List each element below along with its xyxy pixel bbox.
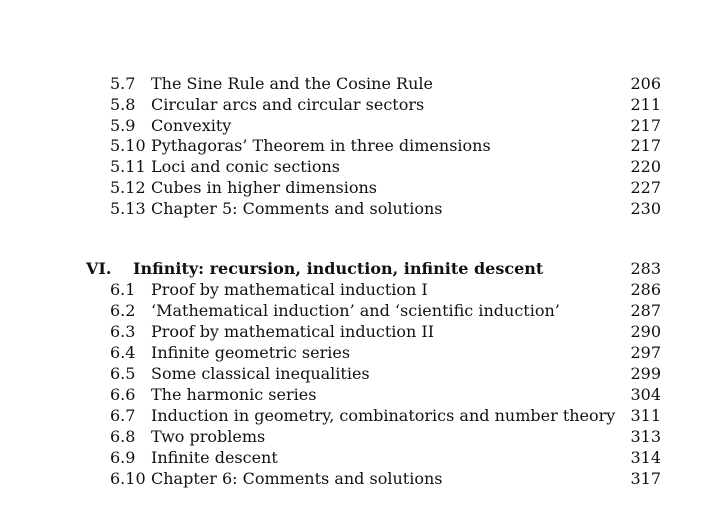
entry-number: 5.13 (110, 199, 146, 218)
toc-entry-5-9 (0, 115, 709, 136)
entry-page: 217 (630, 136, 661, 155)
entry-title: Chapter 5: Comments and solutions (151, 199, 443, 218)
chapter-number: VI. (86, 259, 112, 278)
entry-number: 6.1 (110, 280, 136, 299)
entry-title: Some classical inequalities (151, 364, 370, 383)
entry-page: 206 (630, 74, 661, 93)
entry-page: 290 (630, 322, 661, 341)
toc-entry-6-5 (0, 363, 709, 384)
toc-entry-6-2 (0, 300, 709, 321)
toc-entry-5-11 (0, 156, 709, 177)
toc-entry-6-7 (0, 405, 709, 426)
entry-number: 6.3 (110, 322, 136, 341)
entry-page: 311 (630, 406, 661, 425)
entry-page: 211 (630, 95, 661, 114)
entry-number: 5.7 (110, 74, 136, 93)
entry-title: Pythagoras’ Theorem in three dimensions (151, 136, 491, 155)
entry-page: 217 (630, 116, 661, 135)
toc-entry-6-3 (0, 321, 709, 342)
toc-entry-6-4 (0, 342, 709, 363)
entry-page: 314 (630, 448, 661, 467)
entry-number: 6.7 (110, 406, 136, 425)
entry-number: 5.10 (110, 136, 146, 155)
entry-number: 6.6 (110, 385, 136, 404)
entry-page: 297 (630, 343, 661, 362)
entry-number: 5.9 (110, 116, 136, 135)
entry-page: 317 (630, 469, 661, 488)
toc-entry-6-10 (0, 468, 709, 489)
entry-number: 6.8 (110, 427, 136, 446)
entry-number: 6.5 (110, 364, 136, 383)
entry-title: Chapter 6: Comments and solutions (151, 469, 443, 488)
entry-page: 227 (630, 178, 661, 197)
entry-page: 230 (630, 199, 661, 218)
entry-number: 5.12 (110, 178, 146, 197)
toc-entry-6-9 (0, 447, 709, 468)
entry-page: 287 (630, 301, 661, 320)
entry-title: Induction in geometry, combinatorics and number theory (151, 406, 616, 425)
toc-entry-5-8 (0, 94, 709, 115)
entry-page: 220 (630, 157, 661, 176)
chapter-page: 283 (630, 259, 661, 278)
entry-title: ‘Mathematical induction’ and ‘scientific induction’ (151, 301, 560, 320)
entry-page: 299 (630, 364, 661, 383)
entry-number: 5.11 (110, 157, 146, 176)
entry-title: Infinite descent (151, 448, 278, 467)
entry-title: Infinite geometric series (151, 343, 351, 362)
entry-title: The harmonic series (151, 385, 317, 404)
entry-page: 313 (630, 427, 661, 446)
entry-title: Circular arcs and circular sectors (151, 95, 425, 114)
entry-number: 6.4 (110, 343, 136, 362)
entry-title: Loci and conic sections (151, 157, 340, 176)
entry-title: The Sine Rule and the Cosine Rule (151, 74, 433, 93)
toc-entry-5-13 (0, 198, 709, 219)
entry-page: 286 (630, 280, 661, 299)
toc-entry-6-8 (0, 426, 709, 447)
toc-entry-5-7 (0, 73, 709, 94)
entry-title: Proof by mathematical induction I (151, 280, 428, 299)
entry-page: 304 (630, 385, 661, 404)
toc-entry-6-1 (0, 279, 709, 300)
toc-chapter-heading (0, 258, 709, 279)
entry-title: Two problems (151, 427, 266, 446)
entry-number: 5.8 (110, 95, 136, 114)
entry-title: Cubes in higher dimensions (151, 178, 378, 197)
entry-title: Convexity (151, 116, 232, 135)
chapter-title: Infinity: recursion, induction, infinite descent (133, 259, 544, 278)
toc-entry-6-6 (0, 384, 709, 405)
entry-number: 6.2 (110, 301, 136, 320)
entry-number: 6.9 (110, 448, 136, 467)
entry-title: Proof by mathematical induction II (151, 322, 435, 341)
entry-number: 6.10 (110, 469, 146, 488)
toc-entry-5-12 (0, 177, 709, 198)
toc-entry-5-10 (0, 135, 709, 156)
